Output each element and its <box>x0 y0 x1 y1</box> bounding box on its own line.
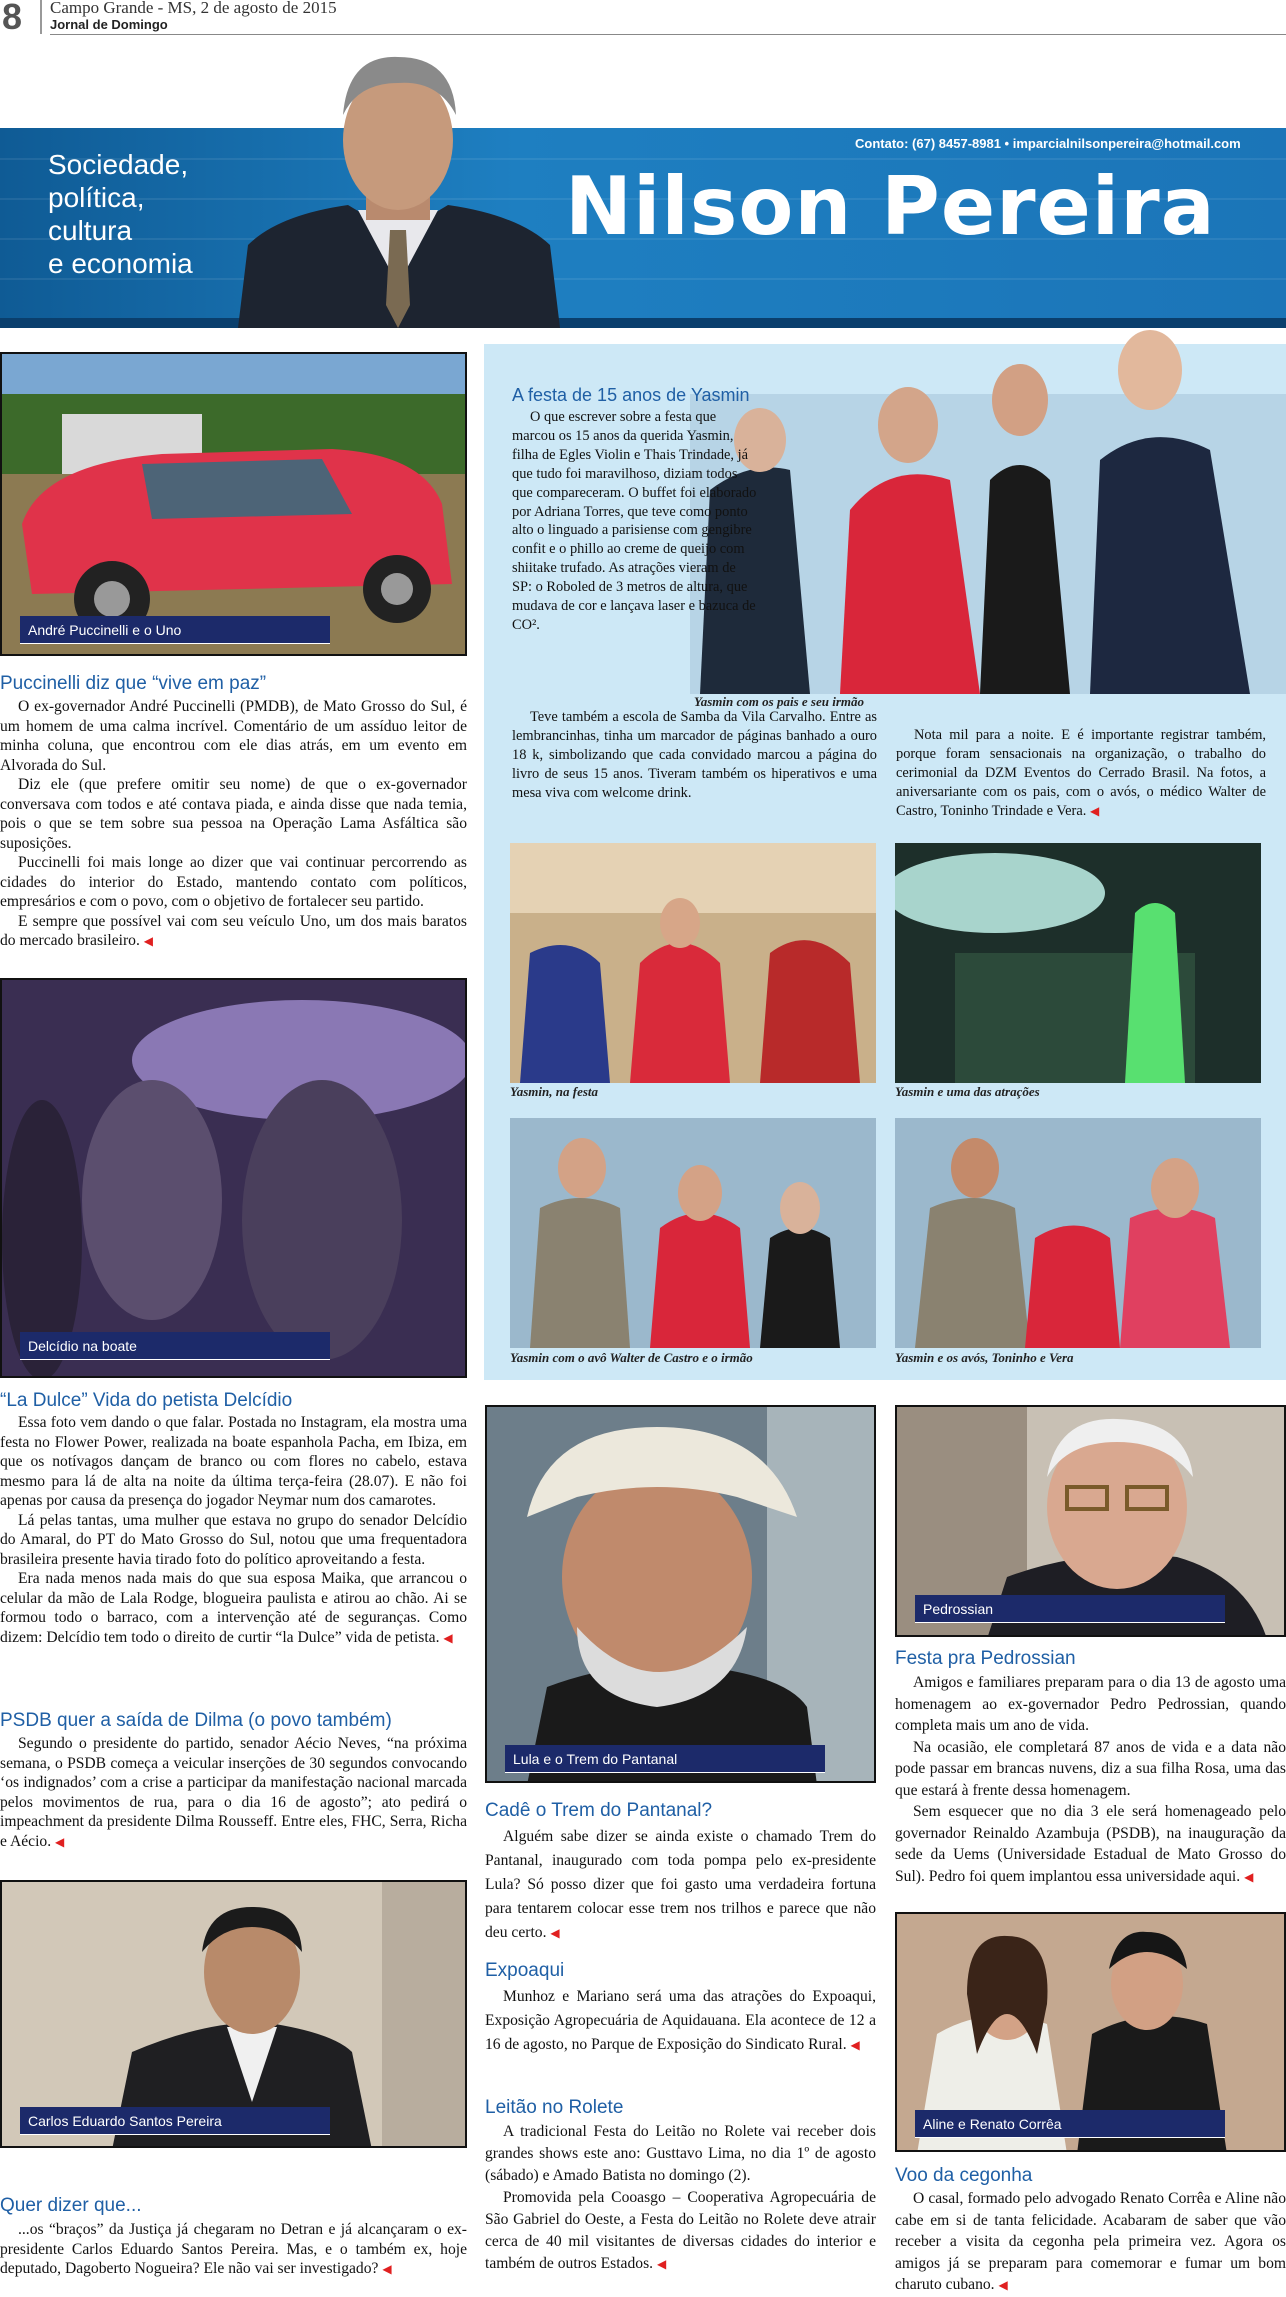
pedrossian-photo <box>895 1405 1286 1637</box>
article-headline: “La Dulce” Vida do petista Delcídio <box>0 1390 293 1411</box>
end-arrow-icon: ◀ <box>143 934 153 948</box>
end-arrow-icon: ◀ <box>443 1630 453 1645</box>
photo-caption: Lula e o Trem do Pantanal <box>505 1745 825 1773</box>
article-body: Alguém sabe dizer se ainda existe o chamado Trem do Pantanal, inaugurado com toda pompa pelo ex-presidente Lula? Só posso dizer que foi gasto uma verdadeira fortuna para tentarem colocar esse trem nos trilhos e parece que não deu certo. ◀ <box>485 1828 876 1941</box>
contact-info: Contato: (67) 8457-8981 • imparcialnilsonpereira@hotmail.com <box>855 136 1241 151</box>
photo-caption: Yasmin com os pais e seu irmão <box>694 694 864 709</box>
header-divider <box>40 0 42 34</box>
end-arrow-icon: ◀ <box>550 1926 560 1940</box>
yasmin-grandfather-photo <box>510 1118 876 1348</box>
end-arrow-icon: ◀ <box>1089 803 1100 818</box>
article-body: Essa foto vem dando o que falar. Postada no Instagram, ela mostra uma festa no Flower Power, realizada na boate espanhola Pacha, em Ibiza, em que os notívagos dançam de branco ou com flores no cabelo, estava mesmo para lá de alta na noite da última terça-feira (28.07). E não foi apenas por causa da presença do jogador Neymar num dos camarotes. Lá pelas tantas, uma mulher que estava no grupo do senador Delcídio do Amaral, do PT do Mato Grosso do Sul, notou que uma frequentadora brasileira presente havia tirado foto do político aproveitando a festa. Era nada menos nada mais do que sua esposa Maika, que arrancou o celular da mão de Lala Rodge, blogueira paulista e atirou ao chão. Ai se formou todo o barraco, com a intervenção até de seguranças. Como dizem: Delcídio tem todo o direito de curtir “la Dulce” vida de petista. ◀ <box>0 1414 467 1646</box>
feature-body-bottom: Teve também a escola de Samba da Vila Carvalho. Entre as lembrancinhas, tinha um marcador de páginas banhado a ouro 18 k, simbolizando que cada convidado marcou a página do livro de seus 15 anos. Tiveram também os hiperativos e uma mesa viva com welcome drink. <box>512 709 877 801</box>
end-arrow-icon: ◀ <box>1244 1869 1254 1884</box>
photo-caption: Aline e Renato Corrêa <box>915 2110 1225 2138</box>
article-headline: Voo da cegonha <box>895 2165 1033 2186</box>
photo-caption: Delcídio na boate <box>20 1332 330 1360</box>
yasmin-family-photo <box>690 310 1286 694</box>
end-arrow-icon: ◀ <box>656 2257 667 2271</box>
feature-body-top: O que escrever sobre a festa que marcou os 15 anos da querida Yasmin, filha de Egles Violin e Thais Trindade, já que tudo foi maravilhoso, diziam todos que compareceram. O buffet foi elaborado por Adriana Torres, que teve como ponto alto o linguado a parisiense com gengibre confit e o phillo ao creme de queijo com shiitake trufado. As atrações vieram de SP: o Roboled de 3 metros de altura, que mudava de cor e lançava laser e bazuca de CO². <box>512 409 757 633</box>
photo-caption: Pedrossian <box>915 1595 1225 1623</box>
photo-caption: Yasmin e uma das atrações <box>895 1084 1040 1099</box>
article-body: O casal, formado pelo advogado Renato Corrêa e Aline não cabe em si de tanta felicidade. Acabaram de saber que vão receber a visita da cegonha pela primeira vez. Agora os amigos já se preparam para comemorar e fumar um bom charuto cubano. ◀ <box>895 2190 1286 2293</box>
banner-tagline: Sociedade, política, cultura e economia <box>48 149 193 279</box>
header-rule <box>50 34 1286 35</box>
yasmin-party-photo <box>510 843 876 1083</box>
page-number: 8 <box>2 0 23 37</box>
lula-photo <box>485 1405 876 1783</box>
feature-headline: A festa de 15 anos de Yasmin <box>512 385 750 405</box>
article-headline: Festa pra Pedrossian <box>895 1648 1076 1669</box>
end-arrow-icon: ◀ <box>382 2262 392 2276</box>
article-body: A tradicional Festa do Leitão no Rolete vai receber dois grandes shows este ano: Gusttavo Lima, no dia 1º de agosto (sábado) e Amado Batista no domingo (2). Promovida pela Cooasgo – Cooperativa Agropecuária de São Gabriel do Oeste, a Festa do Leitão no Rolete deve atrair cerca de 40 mil visitantes de diversas cidades do interior e também de outros Estados. ◀ <box>485 2123 876 2272</box>
dateline: Campo Grande - MS, 2 de agosto de 2015 <box>50 0 337 17</box>
carlos-eduardo-photo <box>0 1880 467 2148</box>
columnist-portrait <box>238 45 560 328</box>
article-body: Amigos e familiares preparam para o dia 13 de agosto uma homenagem ao ex-governador Pedro Pedrossian, quando completa mais um ano de vida. Na ocasião, ele completará 87 anos de vida e a data não pode passar em brancas nuvens, diz a sua filha Rosa, uma das que estará à frente dessa homenagem. Sem esquecer que no dia 3 ele será homenageado pelo governador Reinaldo Azambuja (PSDB), na inauguração da sede da Uems (Universidade Estadual de Mato Grosso do Sul). Pedro foi quem implantou essa universidade aqui. ◀ <box>895 1674 1286 1885</box>
article-body: O ex-governador André Puccinelli (PMDB), de Mato Grosso do Sul, é um homem de uma calma incrível. Comentário de um assíduo leitor de minha coluna, que encontrou com ele dias atrás, em um evento em Alvorada do Sul. Diz ele (que prefere omitir seu nome) de que o ex-governador conversava com todos e até contava piada, e ainda disse que nada temia, pois o que se tem sobre sua pessoa na Operação Lama Asfáltica são suposições. Puccinelli foi mais longe ao dizer que vai continuar percorrendo as cidades do interior do Estado, mantendo contato com políticos, empresários e com o povo, com o objetivo de fortalecer seu partido. E sempre que possível vai com seu veículo Uno, um dos mais baratos do mercado brasileiro. ◀ <box>0 698 467 949</box>
photo-caption: Carlos Eduardo Santos Pereira <box>20 2107 330 2135</box>
article-body: Segundo o presidente do partido, senador Aécio Neves, “na próxima semana, o PSDB começa a veicular inserções de 30 segundos convocando ‘os indignados’ com a crise a participar da manifestação nacional marcada pelos movimentos de rua, para o dia 16 de agosto”; ato pedirá o impeachment da presidente Dilma Rousseff. Entre eles, FHC, Serra, Richa e Aécio. ◀ <box>0 1735 467 1850</box>
yasmin-grandparents-photo <box>895 1118 1261 1348</box>
feature-body-right: Nota mil para a noite. E é importante registrar também, porque foram sensacionais na organização, o trabalho do cerimonial da DZM Eventos do Cerrado Brasil. Na fotos, a aniversariante com os pais, com o avós, o médico Walter de Castro, Toninho Trindade e Vera. ◀ <box>896 727 1266 819</box>
end-arrow-icon: ◀ <box>850 2038 860 2052</box>
puccinelli-car-photo <box>0 352 467 656</box>
end-arrow-icon: ◀ <box>998 2278 1008 2292</box>
delcidio-nightclub-photo <box>0 978 467 1378</box>
article-body: Munhoz e Mariano será uma das atrações do Expoaqui, Exposição Agropecuária de Aquidauana. Ela acontece de 12 a 16 de agosto, no Parque de Exposição do Sindicato Rural. ◀ <box>485 1988 876 2053</box>
article-headline: Puccinelli diz que “vive em paz” <box>0 673 267 694</box>
end-arrow-icon: ◀ <box>55 1834 65 1849</box>
columnist-name: Nilson Pereira <box>565 160 1216 253</box>
article-headline: Quer dizer que... <box>0 2195 142 2216</box>
article-body: ...os “braços” da Justiça já chegaram no Detran e já alcançaram o ex-presidente Carlos Eduardo Santos Pereira. Mas, e o também ex, hoje deputado, Dagoberto Nogueira? Ele não vai ser investigado? ◀ <box>0 2221 467 2277</box>
photo-caption: Yasmin com o avô Walter de Castro e o irmão <box>510 1350 753 1365</box>
article-headline: PSDB quer a saída de Dilma (o povo também) <box>0 1710 392 1731</box>
photo-caption: André Puccinelli e o Uno <box>20 616 330 644</box>
paper-name: Jornal de Domingo <box>50 17 168 32</box>
yasmin-attraction-photo <box>895 843 1261 1083</box>
photo-caption: Yasmin, na festa <box>510 1084 599 1099</box>
article-headline: Leitão no Rolete <box>485 2097 624 2118</box>
aline-renato-photo <box>895 1912 1286 2152</box>
article-headline: Cadê o Trem do Pantanal? <box>485 1800 713 1821</box>
photo-caption: Yasmin e os avós, Toninho e Vera <box>895 1350 1074 1365</box>
article-headline: Expoaqui <box>485 1960 565 1981</box>
